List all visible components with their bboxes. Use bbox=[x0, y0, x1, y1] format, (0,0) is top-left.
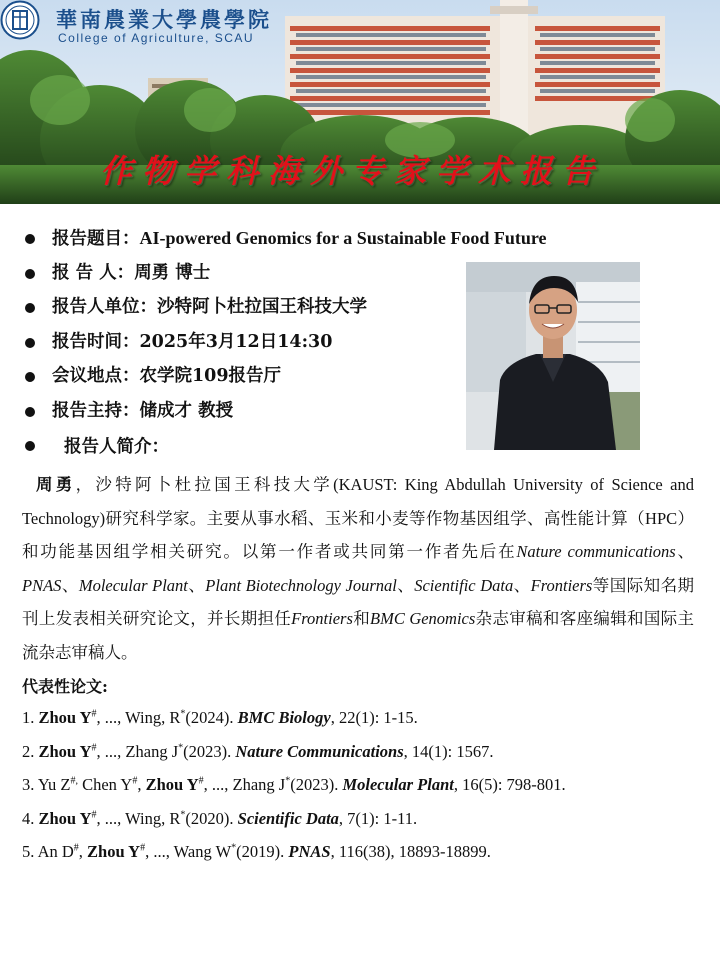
paper-citation: , 22(1): 1-15. bbox=[330, 708, 418, 727]
paper-authors: Chen Y bbox=[77, 775, 133, 794]
bio-text: ，沙特阿卜杜拉国王科技大学(KAUST: King Abdullah University of Science and Technology)研究科学家。主要从事水稻、玉米和小麦等作物基因组学、高性能计算（HPC）和功能基因组学相关研究。以第一作者或共同第一作者先后在 bbox=[22, 475, 695, 561]
bio-sep: 、 bbox=[513, 575, 531, 595]
talk-info bbox=[22, 226, 662, 433]
talk-time: 2025年3月12日14:30 bbox=[139, 331, 333, 352]
talk-host: 储成才 教授 bbox=[139, 400, 234, 421]
info-row-affiliation bbox=[22, 295, 662, 330]
university-seal-icon bbox=[0, 0, 40, 40]
bio-journal: Plant Biotechnology Journal bbox=[205, 575, 397, 595]
info-row-host bbox=[22, 399, 662, 434]
author-mark: # bbox=[91, 809, 97, 820]
corresponding-mark: * bbox=[180, 708, 186, 720]
author-mark: # bbox=[132, 775, 138, 787]
banner-title: 作物学科海外专家学术报告 bbox=[100, 152, 605, 190]
bio-text: 等国际知名期刊上发表相关研究论文，并长期担任 bbox=[22, 575, 695, 628]
bio-journal: Molecular Plant bbox=[78, 575, 188, 595]
paper-authors: , ..., Wing, R bbox=[96, 708, 181, 727]
speaker-name: 周勇 博士 bbox=[134, 262, 211, 283]
paper-list bbox=[22, 706, 702, 874]
paper-authors: , ..., Wing, R bbox=[96, 808, 181, 828]
bio-journal: Frontiers bbox=[291, 609, 353, 628]
bio-heading: 报告人简介： bbox=[64, 437, 169, 457]
paper-item bbox=[22, 840, 702, 874]
paper-year: (2023). bbox=[290, 775, 343, 794]
paper-number: 3. Yu Z bbox=[22, 775, 71, 794]
info-label: 报告主持： bbox=[52, 400, 140, 421]
info-row-speaker bbox=[22, 261, 662, 296]
bio-journal: Scientific Data bbox=[414, 575, 514, 595]
bullet-icon bbox=[25, 372, 35, 382]
info-row-location bbox=[22, 364, 662, 399]
bio-journal: PNAS bbox=[22, 575, 62, 595]
college-name: College of Agriculture, SCAU bbox=[58, 31, 255, 45]
author-mark: # bbox=[73, 842, 79, 854]
university-name: 華南農業大學農學院 bbox=[56, 7, 272, 32]
paper-item bbox=[22, 807, 702, 841]
bullet-icon bbox=[25, 303, 35, 313]
info-label: 报 告 人： bbox=[52, 262, 135, 283]
paper-year: (2024). bbox=[185, 708, 238, 727]
corresponding-mark: * bbox=[178, 742, 184, 753]
author-mark: # bbox=[198, 775, 204, 787]
paper-journal: Scientific Data bbox=[237, 808, 339, 828]
author-mark: # bbox=[91, 708, 97, 720]
talk-location: 农学院109报告厅 bbox=[139, 366, 282, 386]
bio-sep: 、 bbox=[396, 575, 415, 595]
paper-item bbox=[22, 706, 702, 740]
bio-journal: Nature communications bbox=[516, 542, 676, 561]
info-row-time bbox=[22, 330, 662, 365]
paper-number: 4. bbox=[22, 808, 39, 828]
corresponding-mark: * bbox=[180, 809, 186, 820]
paper-authors: , ..., Zhang J bbox=[203, 775, 286, 794]
info-label: 报告题目： bbox=[52, 229, 140, 249]
bullet-icon bbox=[25, 269, 35, 279]
info-row-title bbox=[22, 226, 662, 261]
info-label: 报告时间： bbox=[52, 331, 140, 352]
paper-journal: Nature Communications bbox=[235, 741, 404, 761]
paper-author-highlight: Zhou Y bbox=[38, 741, 92, 761]
paper-authors: , ..., Wang W bbox=[145, 842, 232, 861]
bullet-icon bbox=[25, 407, 35, 417]
bio-text: 杂志审稿和客座编辑和国际主流杂志审稿人。 bbox=[22, 609, 695, 662]
paper-year: (2023). bbox=[183, 741, 236, 761]
paper-number: 2. bbox=[22, 741, 39, 761]
paper-year: (2019). bbox=[236, 842, 289, 861]
paper-citation: , 16(5): 798-801. bbox=[453, 775, 566, 794]
bio-name: 周勇 bbox=[36, 475, 76, 494]
author-mark: # bbox=[140, 842, 146, 854]
paper-item bbox=[22, 740, 702, 774]
paper-item bbox=[22, 773, 702, 807]
paper-sep: , bbox=[78, 842, 88, 861]
bullet-icon bbox=[25, 338, 35, 348]
corresponding-mark: * bbox=[231, 842, 237, 854]
talk-title: AI-powered Genomics for a Sustainable Food Future bbox=[139, 228, 547, 248]
paper-sep: , bbox=[137, 775, 146, 794]
paper-citation: , 7(1): 1-11. bbox=[338, 808, 418, 828]
bio-journal: BMC Genomics bbox=[370, 609, 476, 628]
speaker-bio bbox=[22, 468, 694, 669]
paper-author-highlight: Zhou Y bbox=[145, 775, 199, 794]
info-label: 报告人单位： bbox=[52, 297, 157, 317]
paper-authors: , ..., Zhang J bbox=[96, 741, 179, 761]
bio-sep: 、 bbox=[187, 575, 206, 595]
paper-author-highlight: Zhou Y bbox=[87, 842, 141, 861]
bio-sep: 、 bbox=[61, 575, 79, 595]
paper-citation: , 116(38), 18893-18899. bbox=[330, 842, 491, 861]
author-mark: #, bbox=[70, 775, 78, 787]
paper-year: (2020). bbox=[185, 808, 238, 828]
paper-author-highlight: Zhou Y bbox=[38, 708, 92, 727]
bio-text: 和 bbox=[352, 609, 371, 628]
author-mark: # bbox=[91, 742, 97, 753]
speaker-affiliation: 沙特阿卜杜拉国王科技大学 bbox=[157, 297, 367, 317]
banner bbox=[0, 0, 720, 204]
bullet-icon bbox=[25, 234, 35, 244]
bio-journal: Frontiers bbox=[530, 575, 593, 595]
bullet-icon bbox=[25, 441, 35, 451]
papers-heading: 代表性论文: bbox=[22, 677, 108, 696]
bio-sep: 、 bbox=[675, 542, 695, 561]
paper-number: 1. bbox=[22, 708, 39, 727]
corresponding-mark: * bbox=[285, 775, 291, 787]
info-label: 会议地点： bbox=[52, 366, 140, 386]
paper-journal: PNAS bbox=[288, 842, 331, 861]
paper-number: 5. An D bbox=[22, 842, 74, 861]
paper-author-highlight: Zhou Y bbox=[38, 808, 92, 828]
paper-journal: BMC Biology bbox=[237, 708, 331, 727]
paper-citation: , 14(1): 1567. bbox=[403, 741, 494, 761]
paper-journal: Molecular Plant bbox=[342, 775, 454, 794]
